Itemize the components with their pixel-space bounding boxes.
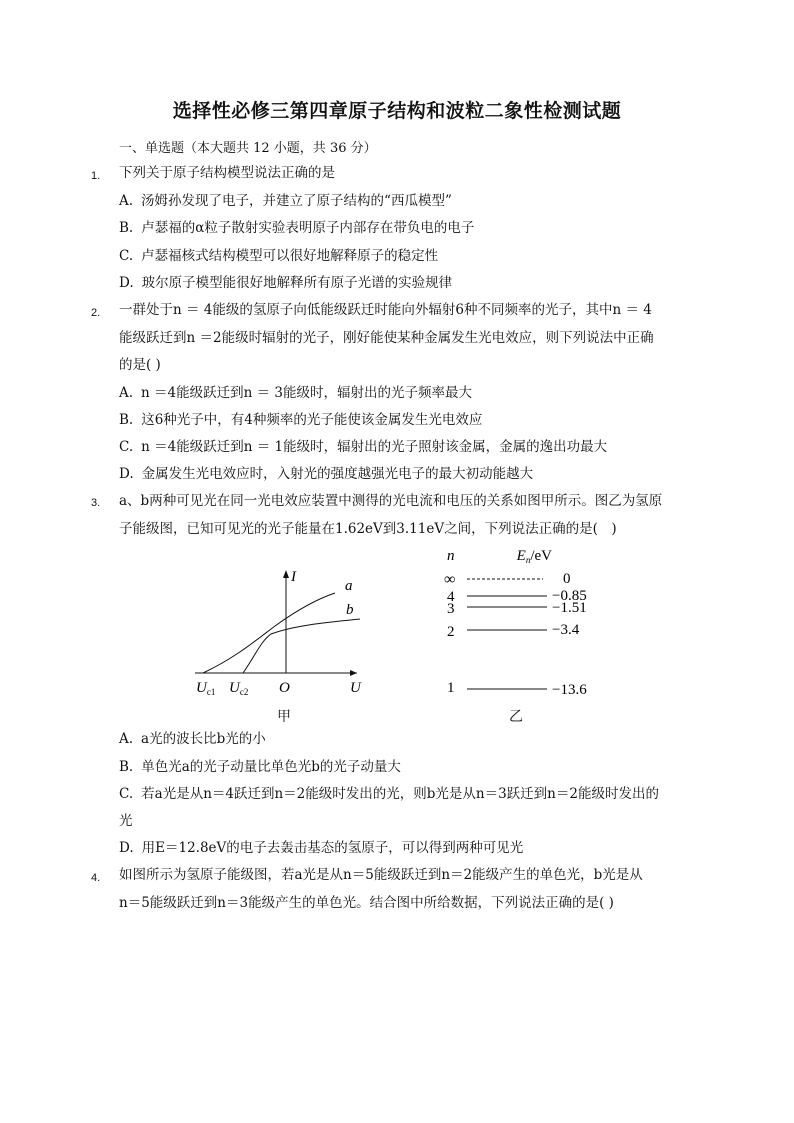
option-text: 卢瑟福核式结构模型可以很好地解释原子的稳定性 xyxy=(141,248,439,264)
option-text: 卢瑟福的α粒子散射实验表明原子内部存在带负电的电子 xyxy=(141,220,475,236)
option-label: C. xyxy=(119,248,134,264)
question-line: 下列关于原子结构模型说法正确的是 xyxy=(119,165,335,181)
question-2-option-d[interactable] xyxy=(119,461,679,489)
question-1-option-a[interactable] xyxy=(119,188,679,216)
question-line: 如图所示为氢原子能级图，若a光是从n＝5能级跃迁到n＝2能级产生的单色光，b光是从 xyxy=(119,867,643,883)
curve-b xyxy=(243,619,360,673)
level-n-2: 2 xyxy=(447,624,455,640)
question-3-stem xyxy=(119,488,679,543)
question-line: n＝5能级跃迁到n＝3能级产生的单色光。结合图中所给数据，下列说法正确的是( ) xyxy=(119,894,614,911)
level-e-inf: 0 xyxy=(563,571,571,587)
question-2-option-b[interactable] xyxy=(119,407,679,435)
option-label: C. xyxy=(119,439,134,455)
figures-row xyxy=(195,546,587,726)
question-1-option-b[interactable] xyxy=(119,215,679,243)
origin-label: O xyxy=(279,680,290,696)
option-label: D. xyxy=(119,466,134,482)
n-header: n xyxy=(447,548,455,564)
option-text: 光 xyxy=(119,813,133,829)
figure-jia-graph xyxy=(195,546,587,726)
energy-header: $E_n/eV$ xyxy=(516,548,552,565)
u-axis-arrow xyxy=(350,670,357,676)
question-3-option-d[interactable] xyxy=(119,835,679,863)
question-4-stem xyxy=(119,862,679,917)
figure-yi-caption: 乙 xyxy=(509,709,523,725)
option-text: 这6种光子中，有4种频率的光子能使该金属发生光电效应 xyxy=(141,412,483,428)
curve-a xyxy=(203,593,335,673)
option-text: 金属发生光电效应时，入射光的强度越强光电子的最大初动能越大 xyxy=(141,466,534,482)
level-e-3: −1.51 xyxy=(552,600,587,616)
question-2-option-a[interactable] xyxy=(119,380,679,408)
level-e-2: −3.4 xyxy=(552,622,580,638)
axis-u-label: U xyxy=(350,680,361,696)
option-label: A. xyxy=(119,193,134,209)
option-label: A. xyxy=(119,385,134,401)
option-text: 用E＝12.8eV的电子去轰击基态的氢原子，可以得到两种可见光 xyxy=(141,840,524,856)
uc1-label: $U_{c1}$ xyxy=(196,680,216,697)
curve-a-label: a xyxy=(345,578,353,594)
question-3-option-c[interactable] xyxy=(119,781,679,809)
level-n-1: 1 xyxy=(447,680,455,696)
question-line: 能级跃迁到n ＝2能级时辐射的光子，刚好能使某种金属发生光电效应，则下列说法中正确 xyxy=(119,329,654,346)
question-1-stem xyxy=(119,160,679,188)
question-2-option-c[interactable] xyxy=(119,434,679,462)
option-text: n ＝4能级跃迁到n ＝ 1能级时，辐射出的光子照射该金属，金属的逸出功最大 xyxy=(141,439,608,455)
option-text: 玻尔原子模型能很好地解释所有原子光谱的实验规律 xyxy=(141,275,453,291)
question-1-number: 1. xyxy=(91,170,101,182)
question-2-stem xyxy=(119,297,679,380)
question-2-number: 2. xyxy=(91,307,101,319)
question-3-number: 3. xyxy=(91,497,101,509)
option-label: B. xyxy=(119,220,134,236)
question-3-option-c-cont xyxy=(119,808,679,836)
document-title: 选择性必修三第四章原子结构和波粒二象性检测试题 xyxy=(172,100,622,122)
option-text: 汤姆孙发现了电子，并建立了原子结构的“西瓜模型” xyxy=(141,193,452,209)
option-label: B. xyxy=(119,412,134,428)
level-n-inf: ∞ xyxy=(444,571,456,588)
section-heading: 一、单选题（本大题共 12 小题，共 36 分） xyxy=(119,141,377,156)
question-4-number: 4. xyxy=(91,872,101,884)
option-label: D. xyxy=(119,840,134,856)
curve-b-label: b xyxy=(346,602,354,618)
question-3-option-b[interactable] xyxy=(119,754,679,782)
level-n-4: 4 xyxy=(447,589,455,605)
level-e-1: −13.6 xyxy=(552,682,587,698)
question-line: 的是( ) xyxy=(119,357,161,373)
question-1-option-c[interactable] xyxy=(119,243,679,271)
question-line: a、b两种可见光在同一光电效应装置中测得的光电流和电压的关系如图甲所示。图乙为氢原 xyxy=(119,493,663,509)
option-text: a光的波长比b光的小 xyxy=(141,731,266,747)
option-label: A. xyxy=(119,731,134,747)
level-n-3: 3 xyxy=(447,601,455,617)
option-label: C. xyxy=(119,786,134,802)
question-line: 子能级图，已知可见光的光子能量在1.62eV到3.11eV之间，下列说法正确的是( ) xyxy=(119,520,617,537)
level-e-4: −0.85 xyxy=(552,588,587,604)
question-1-option-d[interactable] xyxy=(119,270,679,298)
figure-jia-caption: 甲 xyxy=(277,709,291,725)
option-text: n ＝4能级跃迁到n ＝ 3能级时，辐射出的光子频率最大 xyxy=(141,385,472,401)
i-axis-arrow xyxy=(283,570,289,578)
question-line: 一群处于n ＝ 4能级的氢原子向低能级跃迁时能向外辐射6种不同频率的光子，其中n ＝ 4 xyxy=(119,302,652,318)
axis-i-label: I xyxy=(291,569,296,585)
question-3-option-a[interactable] xyxy=(119,726,679,754)
option-label: D. xyxy=(119,275,134,291)
option-text: 单色光a的光子动量比单色光b的光子动量大 xyxy=(141,759,401,775)
uc2-label: $U_{c2}$ xyxy=(229,680,249,697)
option-label: B. xyxy=(119,759,134,775)
option-text: 若a光是从n＝4跃迁到n＝2能级时发出的光，则b光是从n＝3跃迁到n＝2能级时发出的 xyxy=(141,786,659,802)
